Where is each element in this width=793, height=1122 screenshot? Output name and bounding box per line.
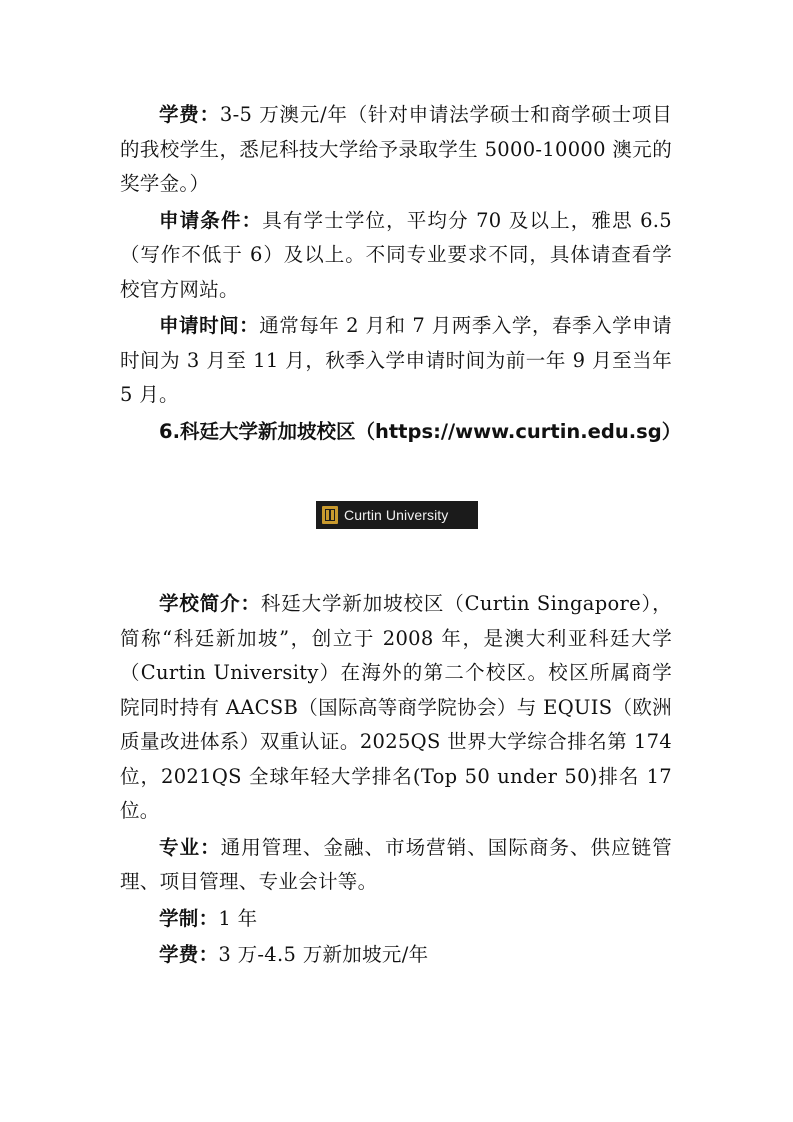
fee-text: 3-5 万澳元/年（针对申请法学硕士和商学硕士项目的我校学生，悉尼科技大学给予录取学生 5000-10000 澳元的奖学金。） — [120, 103, 672, 195]
curtin-logo — [316, 501, 478, 529]
major-paragraph — [120, 831, 672, 900]
curtin-heading: 6.科廷大学新加坡校区（https://www.curtin.edu.sg） — [159, 419, 682, 443]
section-uts-details — [120, 98, 682, 449]
intro-text: 科廷大学新加坡校区（Curtin Singapore），简称“科廷新加坡”，创立于 2008 年，是澳大利亚科廷大学（Curtin University）在海外的第二个校区。校区所属商学院同时持有 AACSB（国际高等商学院协会）与 EQUIS（欧洲质量改进体系）双重认证。2025QS 世界大学综合排名第 174 位，2021QS 全球年轻大学排名(Top 50 under 50)排名 17 位。 — [120, 592, 672, 822]
duration-label: 学制： — [159, 906, 219, 930]
requirements-label: 申请条件： — [159, 208, 263, 232]
intro-paragraph — [120, 587, 672, 829]
duration-paragraph — [120, 902, 672, 937]
requirements-text: 具有学士学位，平均分 70 及以上，雅思 6.5（写作不低于 6）及以上。不同专业要求不同，具体请查看学校官方网站。 — [120, 208, 672, 301]
fee-paragraph — [120, 98, 672, 202]
application-time-label: 申请时间： — [159, 314, 260, 337]
requirements-paragraph — [120, 204, 672, 308]
duration-text: 1 年 — [218, 906, 258, 930]
curtin-logo-text: Curtin University — [344, 507, 449, 523]
major-text: 通用管理、金融、市场营销、国际商务、供应链管理、项目管理、专业会计等。 — [120, 835, 672, 893]
curtin-fee-paragraph — [120, 938, 672, 973]
intro-label: 学校简介： — [159, 592, 261, 615]
section-curtin-details — [120, 587, 672, 973]
curtin-fee-text: 3 万-4.5 万新加坡元/年 — [218, 943, 429, 966]
curtin-shield-icon — [322, 506, 338, 524]
application-time-paragraph — [120, 309, 672, 413]
major-label: 专业： — [159, 835, 221, 859]
application-time-text: 通常每年 2 月和 7 月两季入学，春季入学申请时间为 3 月至 11 月，秋季入学申请时间为前一年 9 月至当年 5 月。 — [120, 314, 672, 406]
fee-label: 学费： — [159, 103, 220, 126]
curtin-fee-label: 学费： — [159, 943, 219, 966]
